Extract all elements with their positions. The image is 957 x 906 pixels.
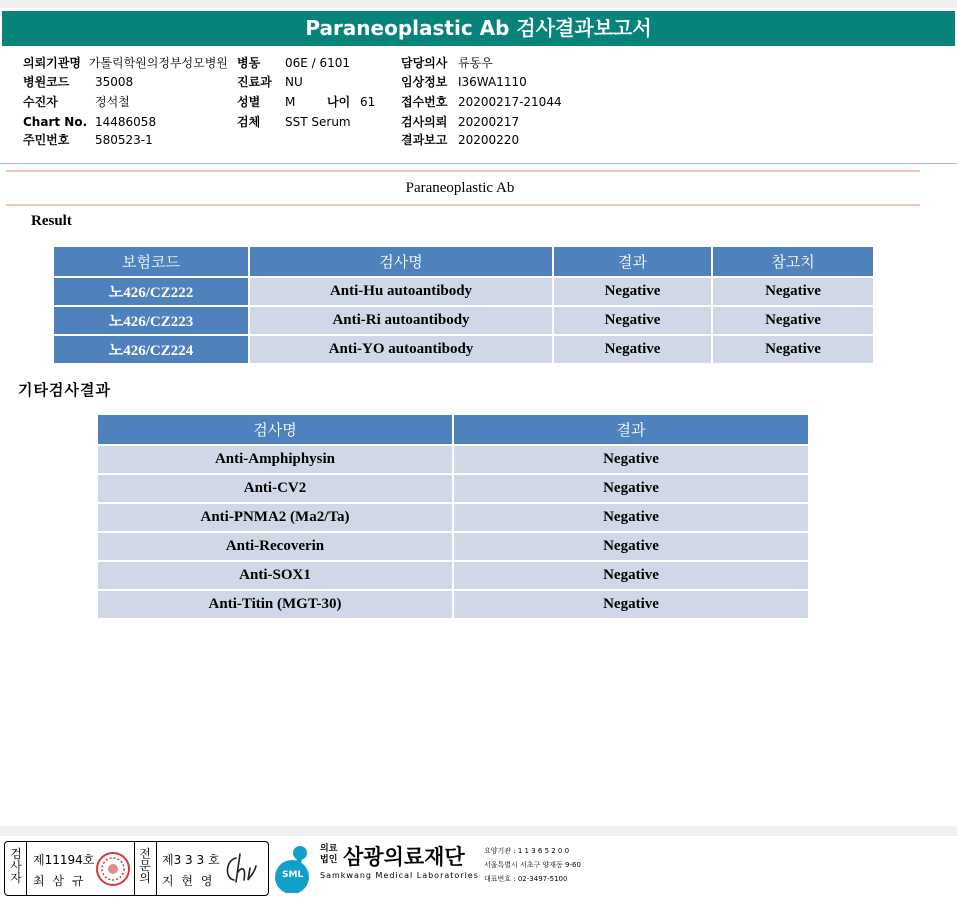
table-row — [53, 277, 874, 306]
signature — [222, 850, 262, 890]
info-label: 결과보고 — [401, 133, 448, 147]
insurance-code-cell: 노426/CZ222 — [53, 277, 249, 306]
logo-prefix — [320, 844, 337, 866]
result-cell: Negative — [453, 561, 809, 590]
info-label: 병동 — [237, 56, 261, 70]
result-cell: Negative — [453, 590, 809, 619]
contact-code: 요양기관 : 1 1 3 6 5 2 0 0 — [484, 847, 570, 855]
info-row — [23, 116, 156, 129]
info-label: 병원코드 — [23, 75, 70, 89]
info-label: 접수번호 — [401, 95, 448, 109]
info-value: 정석철 — [95, 95, 130, 109]
divider — [6, 170, 920, 172]
test-name-cell: Anti-Amphiphysin — [97, 445, 453, 474]
test-name-cell: Anti-CV2 — [97, 474, 453, 503]
logo-name: 삼광의료재단 — [343, 845, 465, 869]
info-row — [237, 76, 303, 89]
result-cell: Negative — [453, 445, 809, 474]
divider — [6, 204, 920, 206]
test-name-cell: Anti-Titin (MGT-30) — [97, 590, 453, 619]
header-cell: 검사명 — [249, 246, 553, 277]
table-row — [97, 590, 809, 619]
result-label: Result — [31, 213, 72, 229]
info-row — [401, 76, 527, 89]
info-value: 가톨릭학원의정부성모병원 — [88, 56, 228, 70]
logo-english: Samkwang Medical Laboratories — [320, 871, 479, 880]
table-row — [53, 306, 874, 335]
info-value: M — [285, 95, 296, 109]
divider — [0, 163, 957, 164]
info-value: 06E / 6101 — [285, 56, 351, 70]
header-cell: 참고치 — [712, 246, 874, 277]
info-label: 성별 — [237, 95, 261, 109]
table-header-row — [97, 414, 809, 445]
examiner-license-no: 제11194호 — [33, 853, 95, 867]
sml-logo-icon — [272, 843, 316, 897]
info-row — [401, 134, 519, 147]
info-row — [401, 96, 562, 109]
result-cell: Negative — [453, 532, 809, 561]
info-value: I36WA1110 — [458, 75, 527, 89]
info-value: 580523-1 — [95, 133, 153, 147]
header-cell: 결과 — [553, 246, 712, 277]
examiner-label-text: 검 사 자 — [10, 847, 22, 885]
result-cell: Negative — [453, 503, 809, 532]
result-table — [52, 245, 875, 365]
info-value: 20200220 — [458, 133, 520, 147]
section-title: Paraneoplastic Ab — [405, 180, 515, 196]
insurance-code-cell: 노426/CZ224 — [53, 335, 249, 364]
logo-prefix-2: 법인 — [320, 855, 338, 865]
table-row — [97, 503, 809, 532]
table-row — [53, 335, 874, 364]
contact-address: 서울특별시 서초구 양재동 9-60 — [484, 861, 581, 869]
info-label: 임상정보 — [401, 75, 448, 89]
info-value: 14486058 — [95, 115, 157, 129]
examiner-label — [7, 848, 25, 884]
logo-prefix-1: 의료 — [320, 844, 338, 854]
info-value: 35008 — [95, 75, 134, 89]
logo-badge: SML — [282, 870, 304, 880]
test-name-cell: Anti-YO autoantibody — [249, 335, 553, 364]
info-row — [23, 76, 133, 89]
reference-cell: Negative — [712, 277, 874, 306]
info-row — [237, 116, 351, 129]
contact-phone: 대표번호 : 02-3497-5100 — [484, 875, 568, 883]
other-results-label: 기타검사결과 — [18, 381, 111, 399]
signature-box — [4, 841, 269, 896]
info-row — [401, 57, 493, 70]
info-label: 나이 — [327, 95, 351, 109]
divider — [156, 842, 157, 895]
report-title: Paraneoplastic Ab 검사결과보고서 — [2, 11, 955, 46]
table-row — [97, 474, 809, 503]
result-cell: Negative — [553, 277, 712, 306]
footer-strip — [0, 826, 957, 836]
test-name-cell: Anti-Recoverin — [97, 532, 453, 561]
table-row — [97, 532, 809, 561]
info-row — [23, 57, 228, 70]
info-value: 20200217-21044 — [458, 95, 562, 109]
test-name-cell: Anti-Ri autoantibody — [249, 306, 553, 335]
top-strip — [0, 0, 957, 8]
info-value: 류동우 — [458, 56, 493, 70]
info-label: 검사의뢰 — [401, 115, 448, 129]
info-row — [23, 96, 130, 109]
info-value: SST Serum — [285, 115, 351, 129]
specialist-license-no: 제3 3 3 호 — [162, 853, 220, 867]
info-row — [23, 134, 153, 147]
info-row — [237, 96, 295, 109]
info-value: 61 — [360, 95, 376, 109]
specialist-name: 지 현 영 — [162, 874, 215, 888]
reference-cell: Negative — [712, 335, 874, 364]
insurance-code-cell: 노426/CZ223 — [53, 306, 249, 335]
info-label: 의뢰기관명 — [23, 56, 81, 70]
header-cell: 검사명 — [97, 414, 453, 445]
other-results-table — [96, 413, 810, 620]
divider — [26, 842, 27, 895]
info-row — [401, 116, 519, 129]
table-row — [97, 561, 809, 590]
specialist-label-text: 전 문 의 — [139, 847, 151, 885]
specialist-label — [136, 848, 154, 884]
info-label: 담당의사 — [401, 56, 448, 70]
info-row — [237, 57, 350, 70]
info-label: Chart No. — [23, 115, 88, 129]
info-label: 검체 — [237, 115, 261, 129]
table-row — [97, 445, 809, 474]
reference-cell: Negative — [712, 306, 874, 335]
result-cell: Negative — [553, 306, 712, 335]
info-label: 수진자 — [23, 95, 58, 109]
info-value: NU — [285, 75, 303, 89]
header-cell: 결과 — [453, 414, 809, 445]
result-cell: Negative — [453, 474, 809, 503]
info-row — [327, 96, 375, 109]
result-cell: Negative — [553, 335, 712, 364]
test-name-cell: Anti-PNMA2 (Ma2/Ta) — [97, 503, 453, 532]
info-value: 20200217 — [458, 115, 520, 129]
info-label: 주민번호 — [23, 133, 70, 147]
info-label: 진료과 — [237, 75, 272, 89]
header-cell: 보험코드 — [53, 246, 249, 277]
examiner-name: 최 삼 규 — [33, 874, 86, 888]
divider — [134, 842, 135, 895]
table-header-row — [53, 246, 874, 277]
seal-icon — [95, 851, 131, 891]
test-name-cell: Anti-SOX1 — [97, 561, 453, 590]
test-name-cell: Anti-Hu autoantibody — [249, 277, 553, 306]
